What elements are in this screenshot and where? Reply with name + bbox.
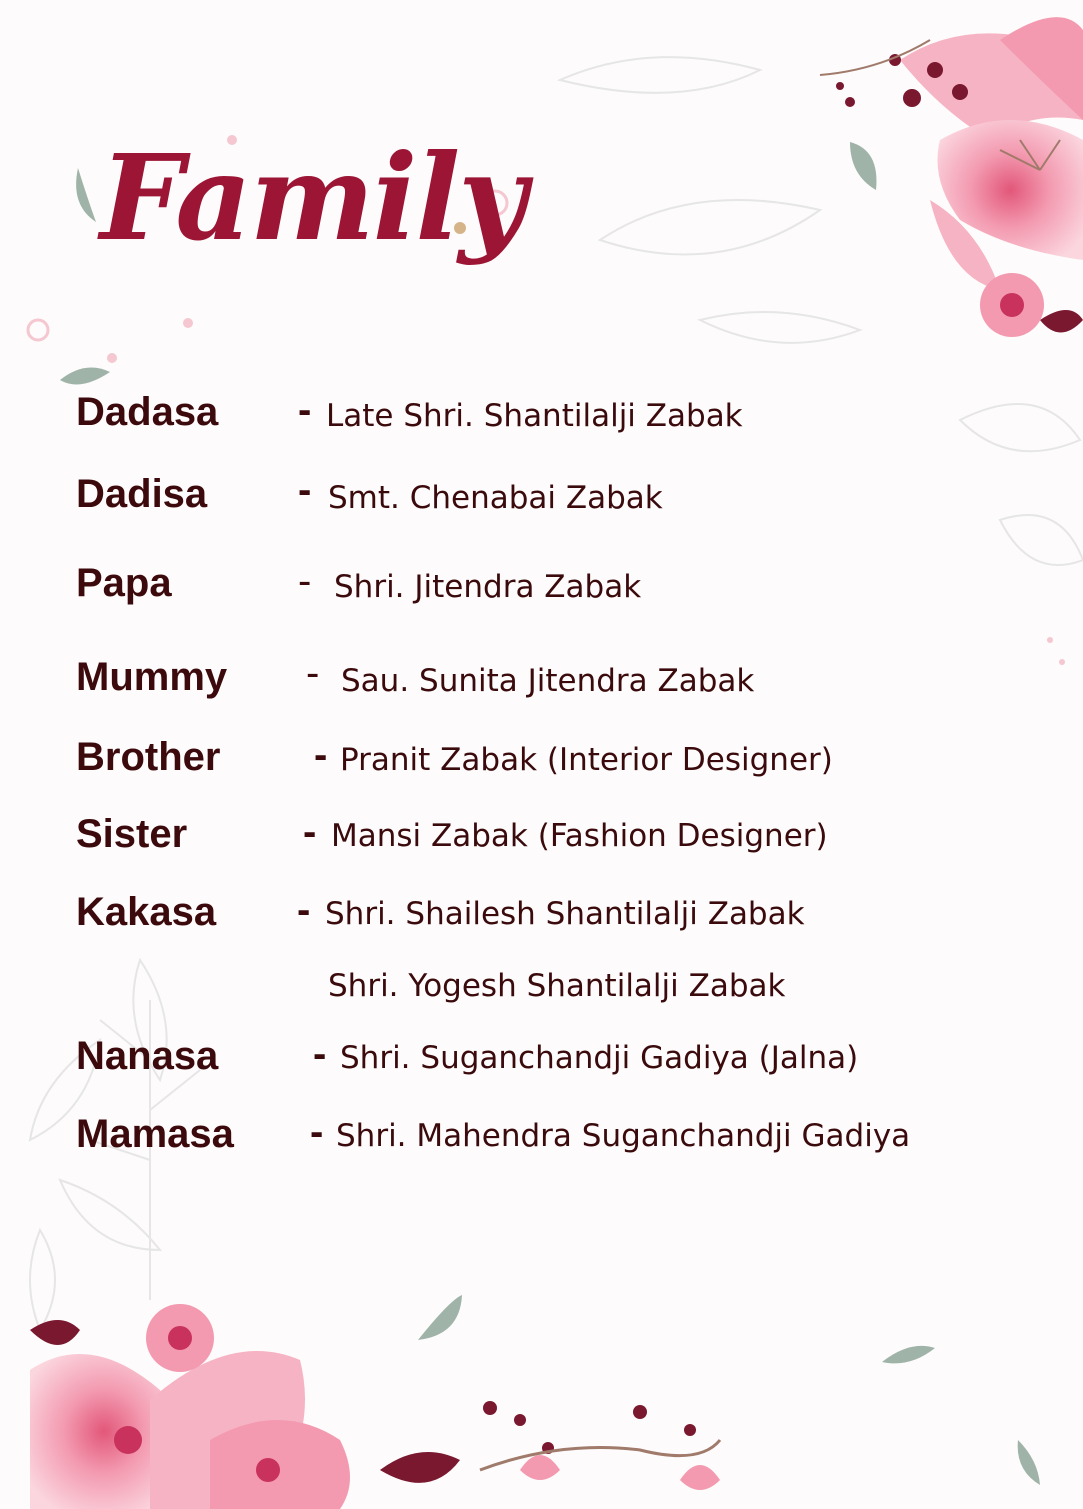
separator-dash: - <box>298 468 312 512</box>
member-row <box>0 812 1083 872</box>
page-title: Family <box>100 128 525 267</box>
separator-dash: - <box>297 888 311 932</box>
member-name: Shri. Shailesh Shantilalji Zabak <box>325 896 805 932</box>
separator-dash: - <box>314 733 328 777</box>
member-name: Mansi Zabak (Fashion Designer) <box>331 818 828 854</box>
member-row <box>0 651 1083 715</box>
relation-label: Sister <box>76 812 188 856</box>
separator-dash: - <box>310 1110 324 1154</box>
separator-dash: - <box>306 651 320 695</box>
separator-dash: - <box>303 810 317 854</box>
member-name: Sau. Sunita Jitendra Zabak <box>341 663 755 699</box>
relation-label: Kakasa <box>76 890 217 934</box>
member-name: Late Shri. Shantilalji Zabak <box>326 398 743 434</box>
relation-label: Brother <box>76 735 221 779</box>
member-row <box>0 890 1083 950</box>
separator-dash: - <box>313 1032 327 1076</box>
member-name: Shri. Yogesh Shantilalji Zabak <box>328 968 786 1004</box>
member-row <box>0 390 1083 450</box>
member-row <box>0 1034 1083 1094</box>
member-name: Shri. Suganchandji Gadiya (Jalna) <box>340 1040 859 1076</box>
member-row <box>0 1112 1083 1172</box>
relation-label: Papa <box>76 561 172 605</box>
relation-label: Nanasa <box>76 1034 219 1078</box>
separator-dash: - <box>298 559 312 603</box>
separator-dash: - <box>298 388 312 432</box>
member-name: Shri. Jitendra Zabak <box>334 569 642 605</box>
member-name: Shri. Mahendra Suganchandji Gadiya <box>336 1118 911 1154</box>
relation-label: Mamasa <box>76 1112 234 1156</box>
member-name: Smt. Chenabai Zabak <box>328 480 663 516</box>
relation-label: Mummy <box>76 655 228 699</box>
member-row <box>0 735 1083 795</box>
member-row <box>0 962 1083 1022</box>
member-row <box>0 561 1083 621</box>
member-row <box>0 468 1083 532</box>
member-name: Pranit Zabak (Interior Designer) <box>340 742 833 778</box>
relation-label: Dadisa <box>76 472 208 516</box>
relation-label: Dadasa <box>76 390 219 434</box>
